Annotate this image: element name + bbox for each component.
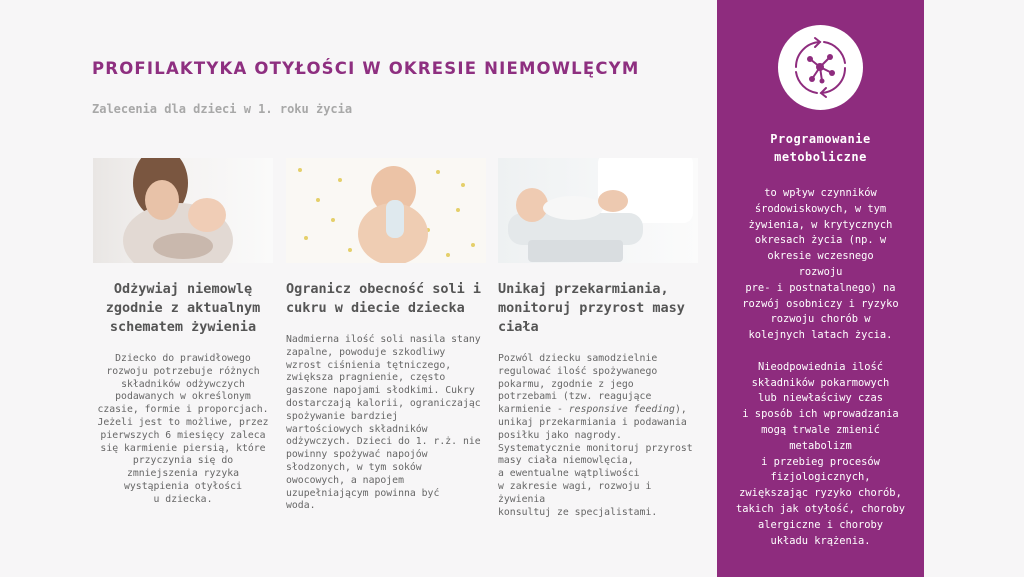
card-title: Odżywiaj niemowlę zgodnie z aktualnym schematem żywienia xyxy=(105,281,261,335)
sidebar-title: Programowanie metoboliczne xyxy=(770,132,871,164)
sidebar-text: to wpływ czynników środowiskowych, w tym żywienia, w krytycznych okresach życia (np. w okresie wczesnego rozwoju pre- i postnatalnego) na rozwój osobniczy i ryzyko rozwoju chorób w kolejnych latach życia. Nieodpowiednia ilość składników pokarmowych lub niewłaściwy czas i sposób ich wprowadzania mogą trwale zmienić metabolizm i przebieg procesów fizjologicznych, zwiększając ryzyko chorób, takich jak otyłość, choroby alergiczne i choroby układu krążenia. xyxy=(736,187,905,547)
card-text-part: Pozwól dziecku samodzielnie regulować ilość spożywanego pokarmu, zgodnie z jego potrzebami (tzw. reagujące karmienie - xyxy=(498,353,658,416)
card-feeding xyxy=(93,158,273,507)
metabolic-cycle-icon xyxy=(778,25,863,110)
info-sidebar xyxy=(717,0,924,577)
card-text-part: ), unikaj przekarmiania i podawania posiłku jako nagrody. Systematycznie monitoruj przyrost masy ciała niemowlęcia, a ewentualne wątpliwości w zakresie wagi, rozwoju i żywienia konsultuj ze specjalistami. xyxy=(498,404,693,518)
page-title: PROFILAKTYKA OTYŁOŚCI W OKRESIE NIEMOWLĘCYM xyxy=(92,59,640,78)
page-subtitle: Zalecenia dla dzieci w 1. roku życia xyxy=(92,102,353,116)
card-overfeeding xyxy=(498,158,698,519)
card-salt-sugar xyxy=(286,158,486,513)
card-text-italic: responsive feeding xyxy=(568,404,675,416)
mother-breastfeeding-photo xyxy=(93,158,273,263)
card-text: Nadmierna ilość soli nasila stany zapalne, powoduje szkodliwy wzrost ciśnienia tętniczego, zwiększa pragnienie, często gaszone napojami słodkimi. Cukry dostarczają kalorii, ograniczając spożywanie bardziej wartościowych składników odżywczych. Dzieci do 1. r.ż. nie powinny spożywać napojów słodzonych, w tym soków owocowych, a napojem uzupełniającym powinna być woda. xyxy=(286,334,481,512)
card-title: Unikaj przekarmiania, monitoruj przyrost masy ciała xyxy=(498,281,685,335)
baby-with-bottle-photo xyxy=(286,158,486,263)
baby-on-scale-photo xyxy=(498,158,698,263)
card-text xyxy=(498,353,698,519)
card-title: Ogranicz obecność soli i cukru w diecie dziecka xyxy=(286,281,482,316)
card-text: Dziecko do prawidłowego rozwoju potrzebuje różnych składników odżywczych podawanych w określonym czasie, formie i proporcjach. Jeżeli jest to możliwe, przez pierwszych 6 miesięcy zaleca się karmienie piersią, które przyczynia się do zmniejszenia ryzyka wystąpienia otyłości u dziecka. xyxy=(97,353,269,505)
